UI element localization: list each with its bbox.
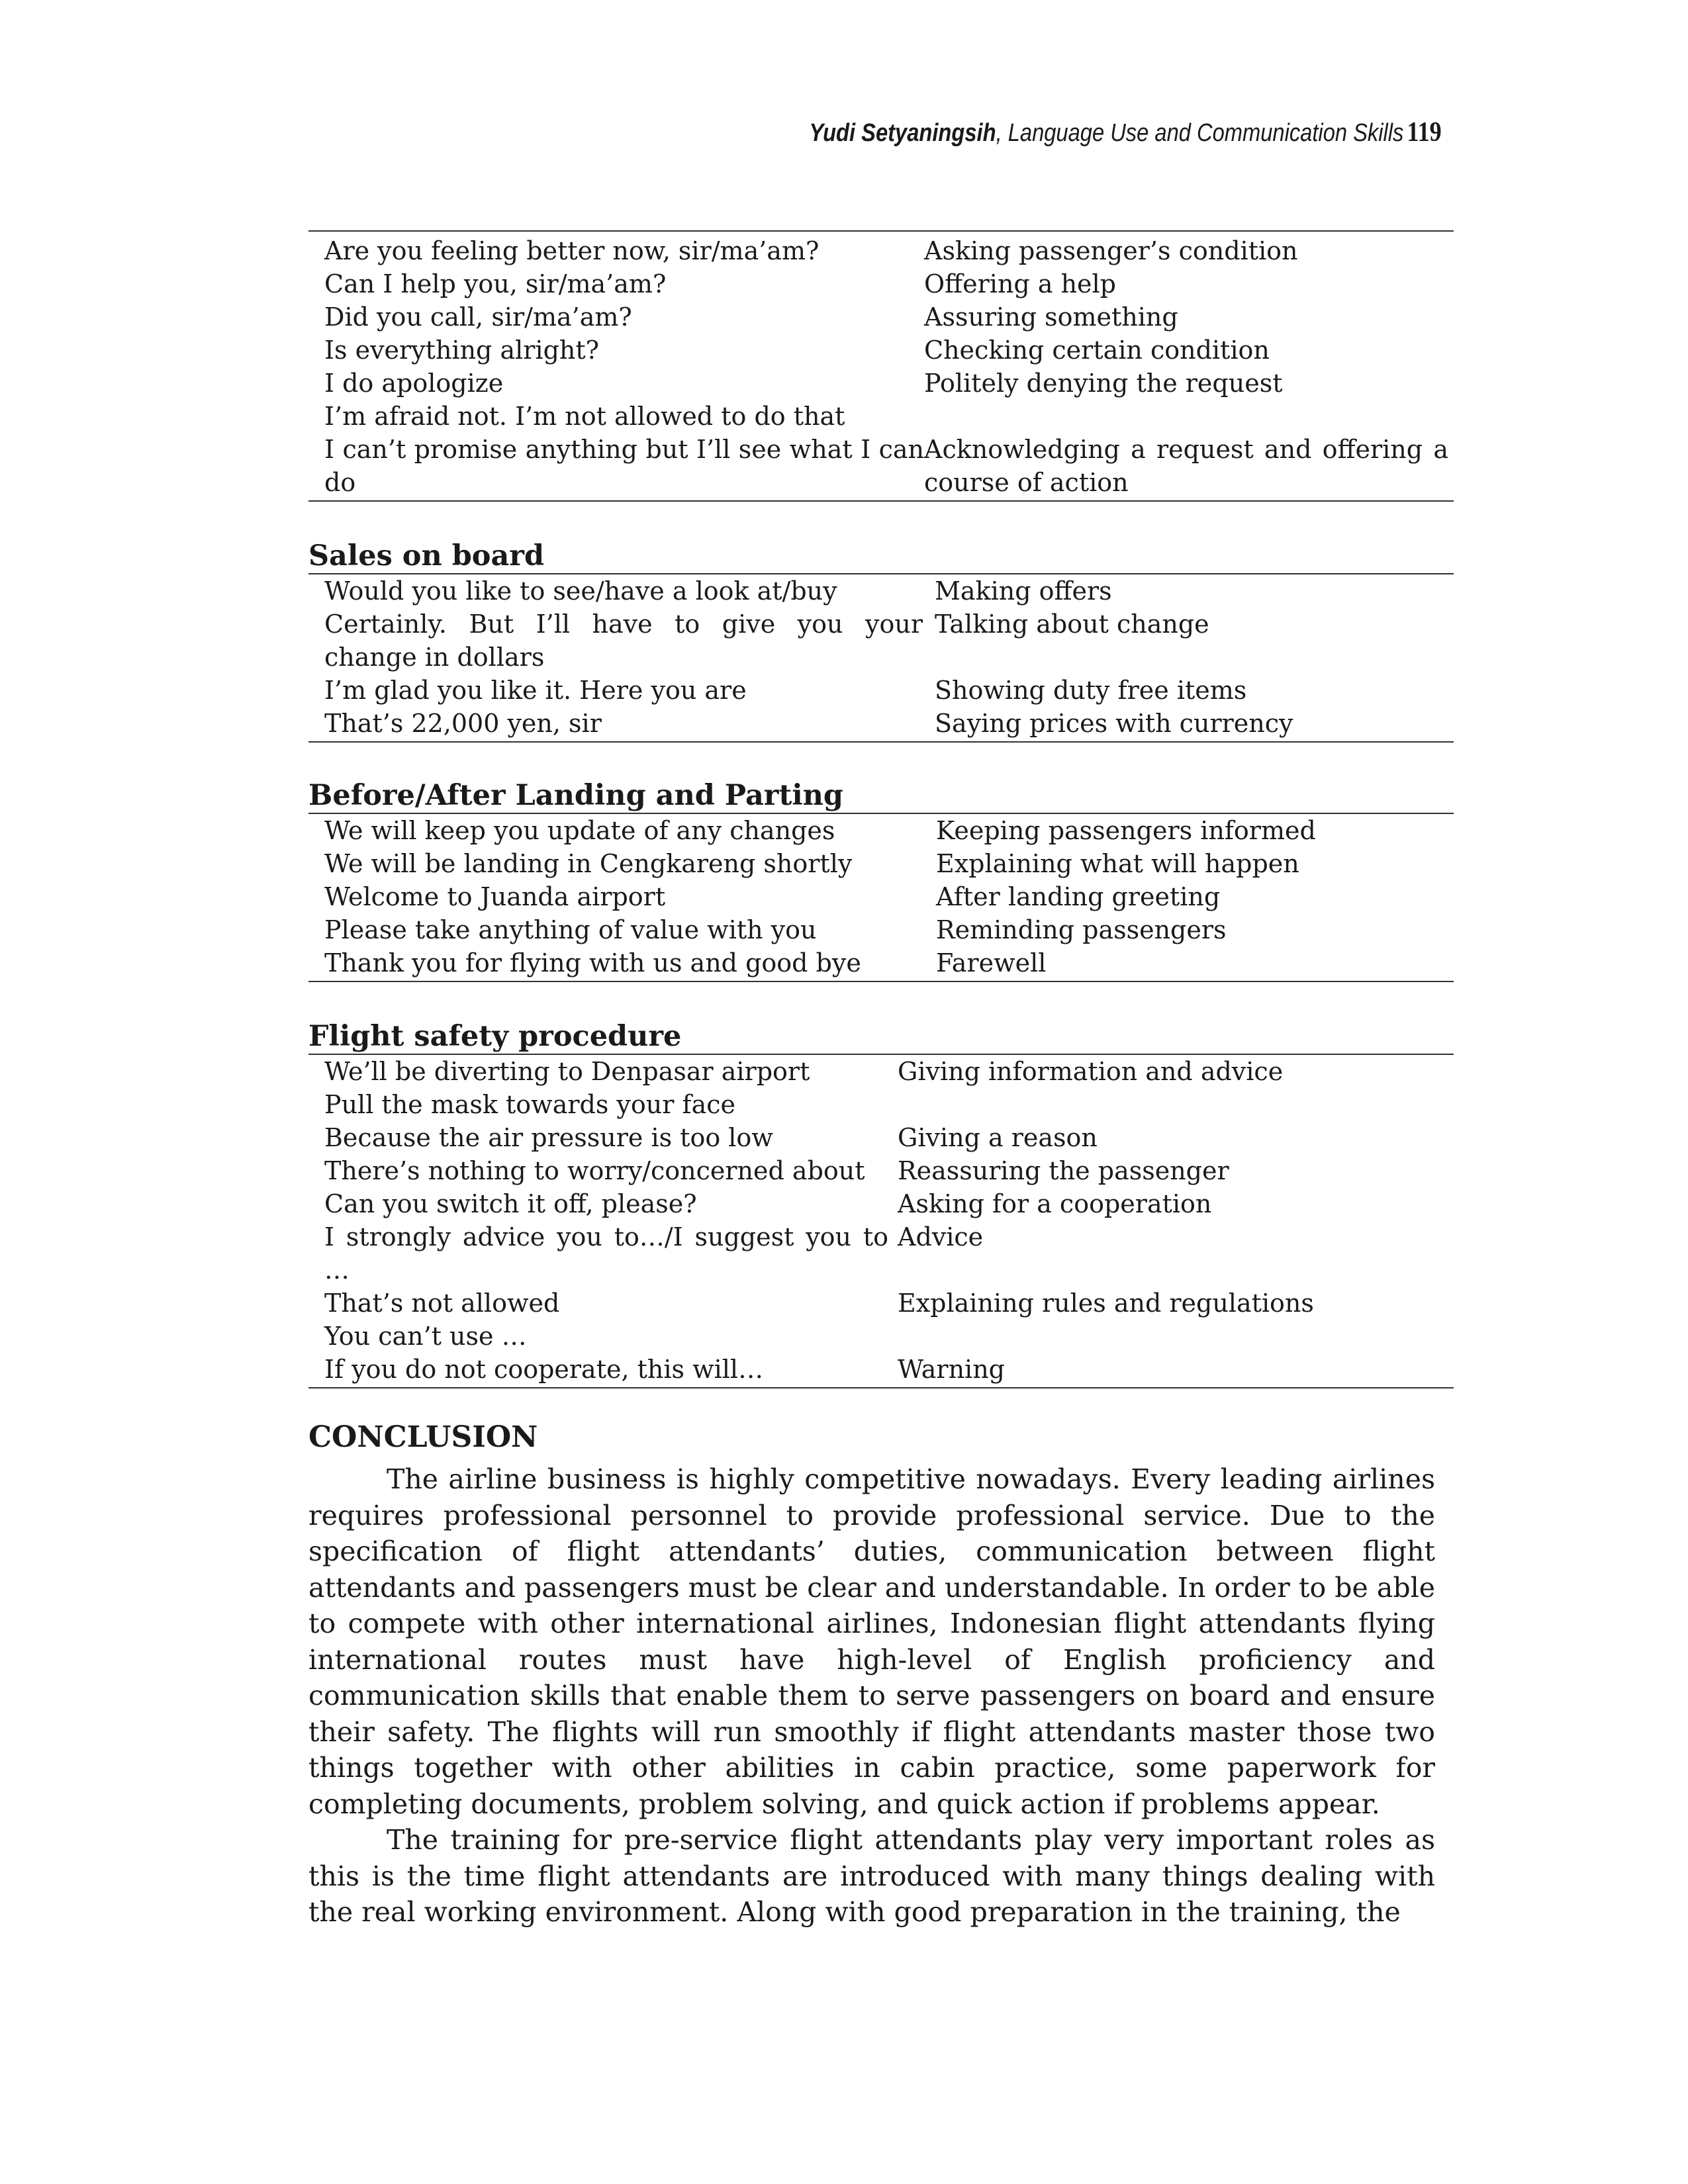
table-cell-function: Explaining rules and regulations xyxy=(898,1289,1314,1318)
table-cell-expression: Please take anything of value with you xyxy=(324,915,817,944)
table-cell-function: Farewell xyxy=(936,948,1047,978)
table-row xyxy=(308,1088,1454,1121)
table-cell-expression: Welcome to Juanda airport xyxy=(324,882,666,911)
table-cell-function: Showing duty free items xyxy=(935,676,1247,705)
table-rule-bottom xyxy=(308,981,1454,982)
conclusion-paragraph-2: The training for pre-service flight attendants play very important roles as this is the time flight attendants are introduced with many things dealing with the real working environment. Along with good preparation in the training, the xyxy=(308,1824,1435,1928)
table-row xyxy=(308,880,1454,913)
table-cell-function: Politely denying the request xyxy=(924,369,1283,398)
table-landing xyxy=(308,813,1454,982)
table-safety xyxy=(308,1054,1454,1388)
table-row xyxy=(308,1220,1454,1287)
table-cell-function: Making offers xyxy=(935,576,1112,606)
table-row xyxy=(308,574,1454,608)
table-cell-function: Warning xyxy=(898,1355,1006,1384)
table-cell-expression: Are you feeling better now, sir/ma’am? xyxy=(324,236,820,265)
table-cell-expression: We will keep you update of any changes xyxy=(324,816,835,845)
table-row xyxy=(308,707,1454,740)
table-cell-function xyxy=(924,400,1454,433)
table-rule-bottom xyxy=(308,500,1454,502)
table-cell-function: Asking for a cooperation xyxy=(898,1189,1212,1218)
conclusion-heading: CONCLUSION xyxy=(308,1420,538,1454)
table-row xyxy=(308,1154,1454,1187)
table-row xyxy=(308,1187,1454,1220)
table-cell-expression: Did you call, sir/ma’am? xyxy=(324,302,632,332)
table-row xyxy=(308,367,1454,400)
table-cell-expression: That’s 22,000 yen, sir xyxy=(324,709,602,738)
table-cell-function: Explaining what will happen xyxy=(936,849,1299,878)
header-title: , Language Use and Communication Skills xyxy=(996,119,1404,147)
table-row xyxy=(308,300,1454,334)
table-cell-function: After landing greeting xyxy=(936,882,1221,911)
section-title-sales: Sales on board xyxy=(308,539,545,572)
table-row xyxy=(308,946,1454,979)
table-cell-expression: I’m glad you like it. Here you are xyxy=(324,676,747,705)
table-cell-expression: Would you like to see/have a look at/buy xyxy=(324,576,837,606)
section-title-landing: Before/After Landing and Parting xyxy=(308,779,843,812)
table-cell-function xyxy=(898,1088,1454,1121)
table-cell-expression: Is everything alright? xyxy=(324,336,600,365)
table-cell-expression: We will be landing in Cengkareng shortly xyxy=(324,849,853,878)
table-cell-expression: Can you switch it off, please? xyxy=(324,1189,697,1218)
table-row xyxy=(308,1055,1454,1088)
table-cell-function: Reminding passengers xyxy=(936,915,1227,944)
table-cell-expression: That’s not allowed xyxy=(324,1289,560,1318)
table-cell-function: Talking about change xyxy=(935,610,1209,639)
table-cell-function: Offering a help xyxy=(924,269,1117,298)
table-cell-expression: You can’t use … xyxy=(324,1322,527,1351)
table-cell-expression: Because the air pressure is too low xyxy=(324,1123,773,1152)
table-cell-expression: There’s nothing to worry/concerned about xyxy=(324,1156,865,1185)
table-row xyxy=(308,334,1454,367)
table-cell-expression: I can’t promise anything but I’ll see what I can do xyxy=(324,435,924,497)
table-row xyxy=(308,674,1454,707)
table-row xyxy=(308,814,1454,847)
table-row xyxy=(308,847,1454,880)
page-number: 119 xyxy=(1407,117,1442,148)
table-cell-function: Assuring something xyxy=(924,302,1178,332)
table-cell-expression: Pull the mask towards your face xyxy=(324,1090,735,1119)
section-title-safety: Flight safety procedure xyxy=(308,1020,682,1053)
table-cell-expression: Can I help you, sir/ma’am? xyxy=(324,269,667,298)
table-sales xyxy=(308,573,1454,743)
table-cell-function: Keeping passengers informed xyxy=(936,816,1316,845)
table-cell-expression: I strongly advice you to…/I suggest you to … xyxy=(324,1222,888,1285)
table-cell-expression: If you do not cooperate, this will… xyxy=(324,1355,764,1384)
table-row xyxy=(308,1287,1454,1320)
table-row xyxy=(308,400,1454,433)
table-cell-function: Checking certain condition xyxy=(924,336,1270,365)
table-row xyxy=(308,608,1454,674)
table-top xyxy=(308,230,1454,502)
header-author: Yudi Setyaningsih xyxy=(809,119,996,147)
table-row xyxy=(308,1353,1454,1386)
table-rule-bottom xyxy=(308,1387,1454,1388)
table-row xyxy=(308,1121,1454,1154)
table-cell-function: Advice xyxy=(898,1222,984,1251)
conclusion-paragraph-1: The airline business is highly competitive nowadays. Every leading airlines requires professional personnel to provide professional service. Due to the specification of flight attendants’ duties, communication between flight attendants and passengers must be clear and understandable. In order to be able to compete with other international airlines, Indonesian flight attendants flying international routes must have high-level of English proficiency and communication skills that enable them to serve passengers on board and ensure their safety. The flights will run smoothly if flight attendants master those two things together with other abilities in cabin practice, some paperwork for completing documents, problem solving, and quick action if problems appear. xyxy=(308,1463,1435,1820)
table-cell-function: Saying prices with currency xyxy=(935,709,1293,738)
table-row xyxy=(308,433,1454,499)
table-cell-function: Reassuring the passenger xyxy=(898,1156,1229,1185)
table-rule-bottom xyxy=(308,741,1454,743)
table-cell-expression: I’m afraid not. I’m not allowed to do that xyxy=(324,402,845,431)
table-cell-function: Asking passenger’s condition xyxy=(924,236,1298,265)
table-row xyxy=(308,913,1454,946)
table-row xyxy=(308,234,1454,267)
table-row xyxy=(308,267,1454,300)
running-header xyxy=(810,116,1442,148)
table-cell-expression: We’ll be diverting to Denpasar airport xyxy=(324,1057,810,1086)
table-cell-expression: I do apologize xyxy=(324,369,504,398)
table-cell-expression: Thank you for flying with us and good bye xyxy=(324,948,861,978)
table-cell-expression: Certainly. But I’ll have to give you your change in dollars xyxy=(324,610,923,672)
table-cell-function: Giving a reason xyxy=(898,1123,1098,1152)
table-cell-function: Acknowledging a request and offering a course of action xyxy=(924,435,1448,497)
table-cell-function: Giving information and advice xyxy=(898,1057,1284,1086)
table-row xyxy=(308,1320,1454,1353)
table-cell-function xyxy=(898,1320,1454,1353)
